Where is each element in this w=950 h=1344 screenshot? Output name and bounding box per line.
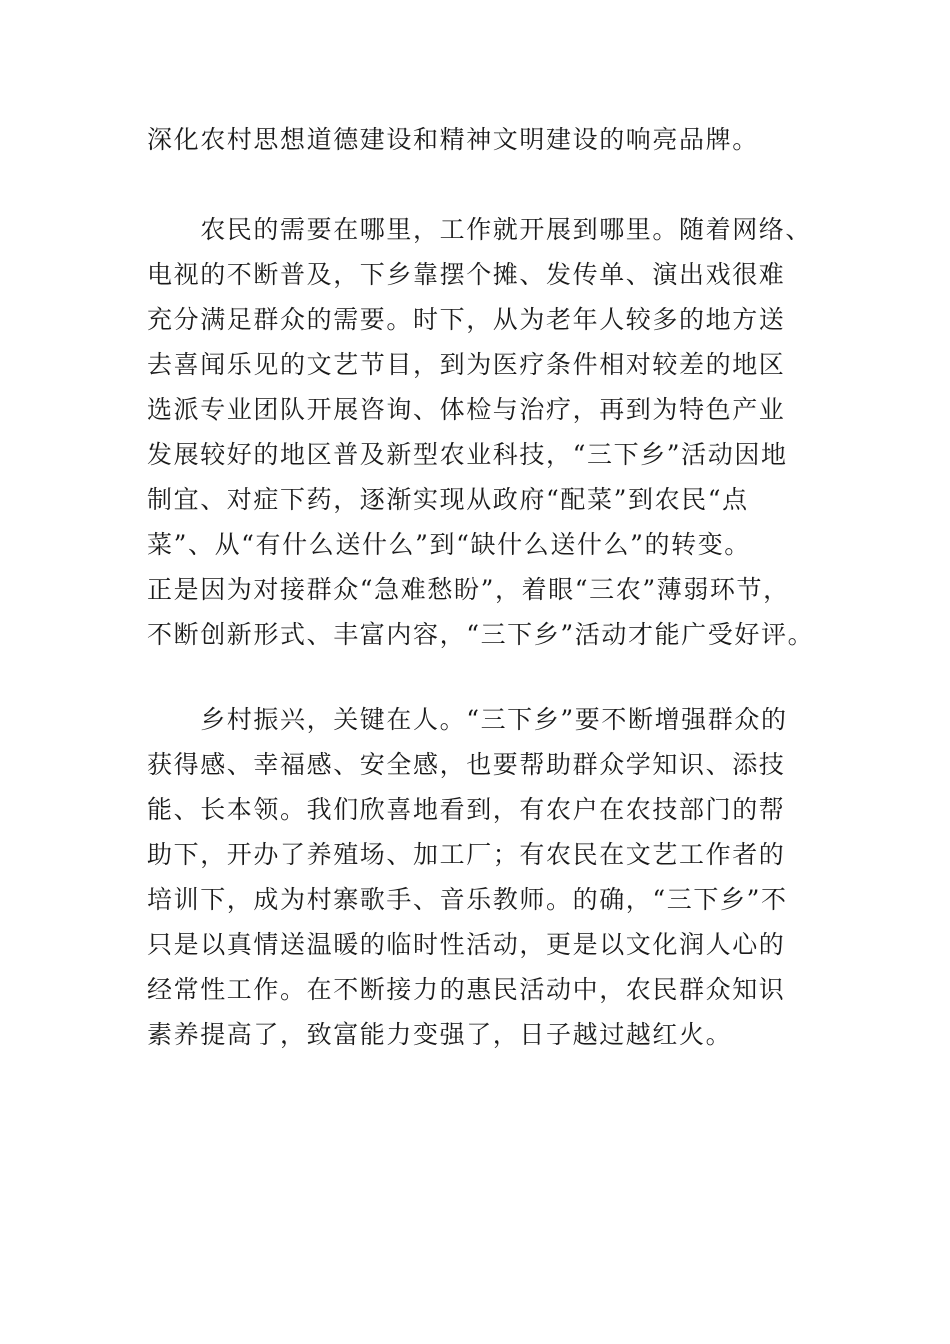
- paragraph-1-line-1: 深化农村思想道德建设和精神文明建设的响亮品牌。: [147, 125, 759, 154]
- paragraph-2-line-9: 正是因为对接群众“急难愁盼”，着眼“三农”薄弱环节，: [147, 575, 790, 604]
- paragraph-2-line-4: 去喜闻乐见的文艺节目，到为医疗条件相对较差的地区: [147, 350, 786, 379]
- paragraph-2-line-6: 发展较好的地区普及新型农业科技，“三下乡”活动因地: [147, 440, 788, 469]
- paragraph-3-line-3: 能、长本领。我们欣喜地看到，有农户在农技部门的帮: [147, 795, 786, 824]
- paragraph-3-line-4: 助下，开办了养殖场、加工厂；有农民在文艺工作者的: [147, 840, 786, 869]
- paragraph-2-line-3: 充分满足群众的需要。时下，从为老年人较多的地方送: [147, 305, 786, 334]
- paragraph-3-line-1: 乡村振兴，关键在人。“三下乡”要不断增强群众的: [147, 705, 788, 734]
- paragraph-3-line-6: 只是以真情送温暖的临时性活动，更是以文化润人心的: [147, 930, 786, 959]
- paragraph-2-line-8: 菜”、从“有什么送什么”到“缺什么送什么”的转变。: [147, 530, 751, 559]
- paragraph-2-line-1: 农民的需要在哪里，工作就开展到哪里。随着网络、: [147, 215, 813, 244]
- paragraph-3-line-7: 经常性工作。在不断接力的惠民活动中，农民群众知识: [147, 975, 786, 1004]
- paragraph-2-line-2: 电视的不断普及，下乡靠摆个摊、发传单、演出戏很难: [147, 260, 786, 289]
- paragraph-2-line-7: 制宜、对症下药，逐渐实现从政府“配菜”到农民“点: [147, 485, 749, 514]
- paragraph-2-line-5: 选派专业团队开展咨询、体检与治疗，再到为特色产业: [147, 395, 786, 424]
- paragraph-2-line-10: 不断创新形式、丰富内容，“三下乡”活动才能广受好评。: [147, 620, 815, 649]
- paragraph-3-line-8: 素养提高了，致富能力变强了，日子越过越红火。: [147, 1020, 733, 1049]
- paragraph-3-line-2: 获得感、幸福感、安全感，也要帮助群众学知识、添技: [147, 750, 786, 779]
- paragraph-3-line-5: 培训下，成为村寨歌手、音乐教师。的确，“三下乡”不: [147, 885, 788, 914]
